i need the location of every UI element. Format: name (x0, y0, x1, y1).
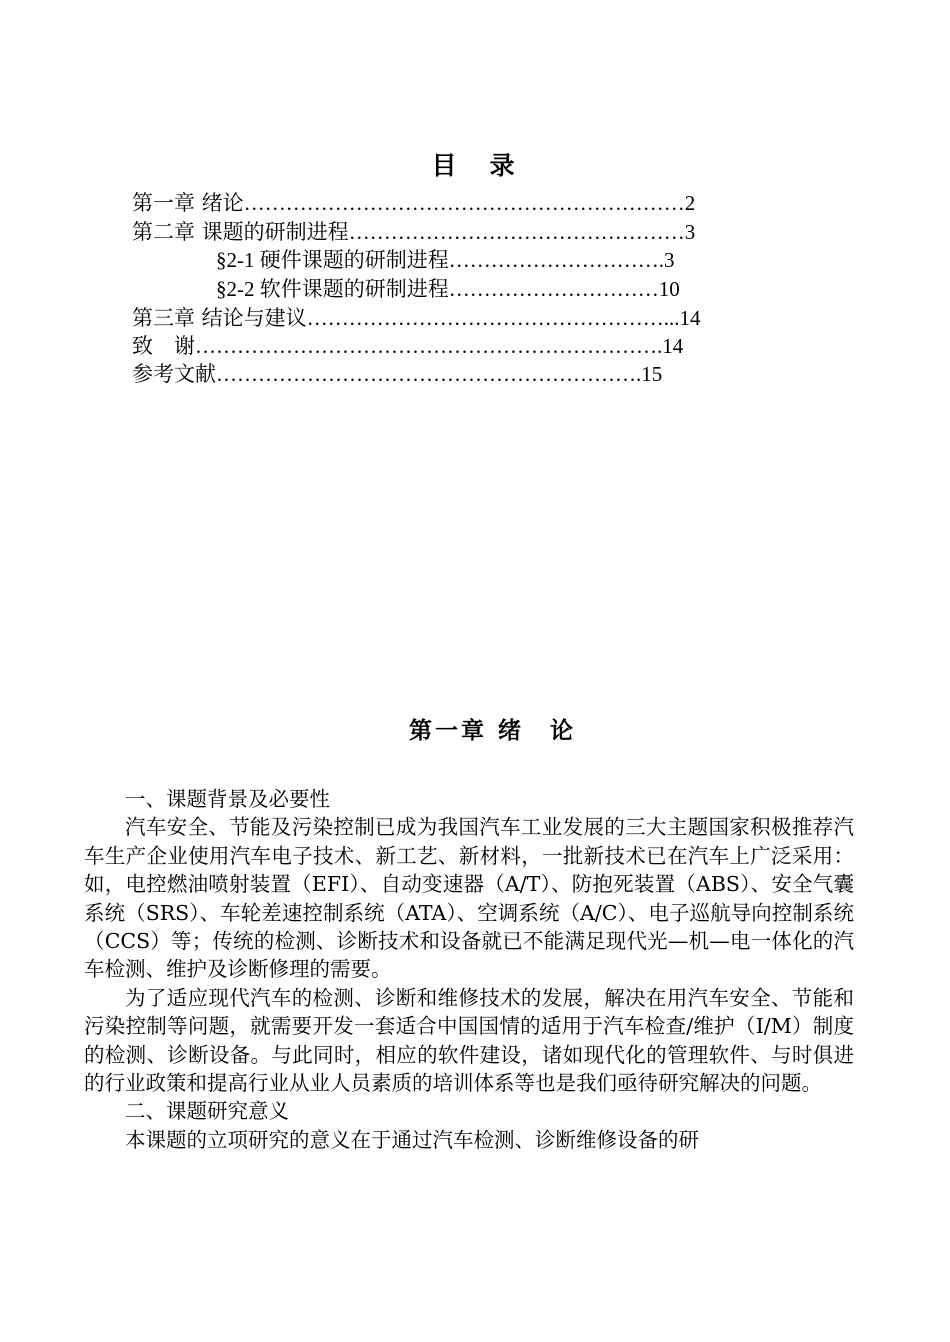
toc-entry-leader: ………………………………………… (348, 220, 685, 244)
toc-entry-page: …...14 (642, 306, 701, 330)
toc-title: 目 录 (431, 151, 519, 180)
toc-entry-page: .3 (658, 248, 675, 272)
toc-entry-label: 第一章 绪论 (132, 191, 244, 215)
toc-entry-section-2-1[interactable] (216, 245, 806, 275)
toc-entry-label: §2-1 硬件课题的研制进程 (216, 248, 449, 272)
chapter-body (84, 785, 854, 1154)
toc-entry-acknowledgements[interactable] (132, 331, 802, 361)
toc-entry-leader: ………………………………………… (306, 306, 643, 330)
toc-entry-label: 参考文献 (132, 362, 216, 386)
toc-entry-leader: …………………………………………………… (216, 362, 636, 386)
toc-entry-chapter-2[interactable] (132, 217, 802, 247)
toc-entry-chapter-1[interactable] (132, 188, 802, 218)
toc-entry-page: .15 (636, 362, 663, 386)
body-paragraph: 为了适应现代汽车的检测、诊断和维修技术的发展，解决在用汽车安全、节能和污染控制等问题，就需要开发一套适合中国国情的适用于汽车检查/维护（I/M）制度的检测、诊断设备。与此同时，相应的软件建设，诸如现代化的管理软件、与时俱进的行业政策和提高行业从业人员素质的培训体系等也是我们亟待研究解决的问题。 (84, 985, 854, 1096)
toc-entry-label: 致 谢 (132, 334, 195, 358)
toc-entry-page: .14 (657, 334, 684, 358)
toc-entry-leader: ………………………… (448, 277, 659, 301)
toc-entry-leader: ………………………………………………………… (195, 334, 657, 358)
toc-entry-references[interactable] (132, 359, 812, 389)
toc-entry-label: 第三章 结论与建议 (132, 306, 307, 330)
toc-entry-page: 10 (658, 277, 680, 301)
chapter-title: 第一章 绪 论 (408, 718, 576, 744)
body-paragraph: 本课题的立项研究的意义在于通过汽车检测、诊断维修设备的研 (125, 1127, 699, 1152)
toc-entry-chapter-3[interactable] (132, 303, 802, 333)
toc-entry-page: 3 (684, 220, 696, 244)
toc-entry-section-2-2[interactable] (216, 274, 806, 304)
toc-entry-leader: ……………………………………………………… (243, 191, 685, 215)
toc-entry-label: 第二章 课题的研制进程 (132, 220, 349, 244)
body-paragraph: 汽车安全、节能及污染控制已成为我国汽车工业发展的三大主题国家积极推荐汽车生产企业使用汽车电子技术、新工艺、新材料，一批新技术已在汽车上广泛采用：如，电控燃油喷射装置（EFI）、自动变速器（A/T）、防抱死装置（ABS）、安全气囊系统（SRS）、车轮差速控制系统（ATA）、空调系统（A/C）、电子巡航导向控制系统（CCS）等；传统的检测、诊断技术和设备就已不能满足现代光—机—电一体化的汽车检测、维护及诊断修理的需要。 (84, 815, 854, 982)
toc-entry-page: 2 (684, 191, 696, 215)
section-heading: 二、课题研究意义 (125, 1099, 289, 1124)
toc-entry-label: §2-2 软件课题的研制进程 (216, 277, 449, 301)
toc-entry-leader: ………………………… (448, 248, 659, 272)
section-heading: 一、课题背景及必要性 (125, 787, 330, 811)
